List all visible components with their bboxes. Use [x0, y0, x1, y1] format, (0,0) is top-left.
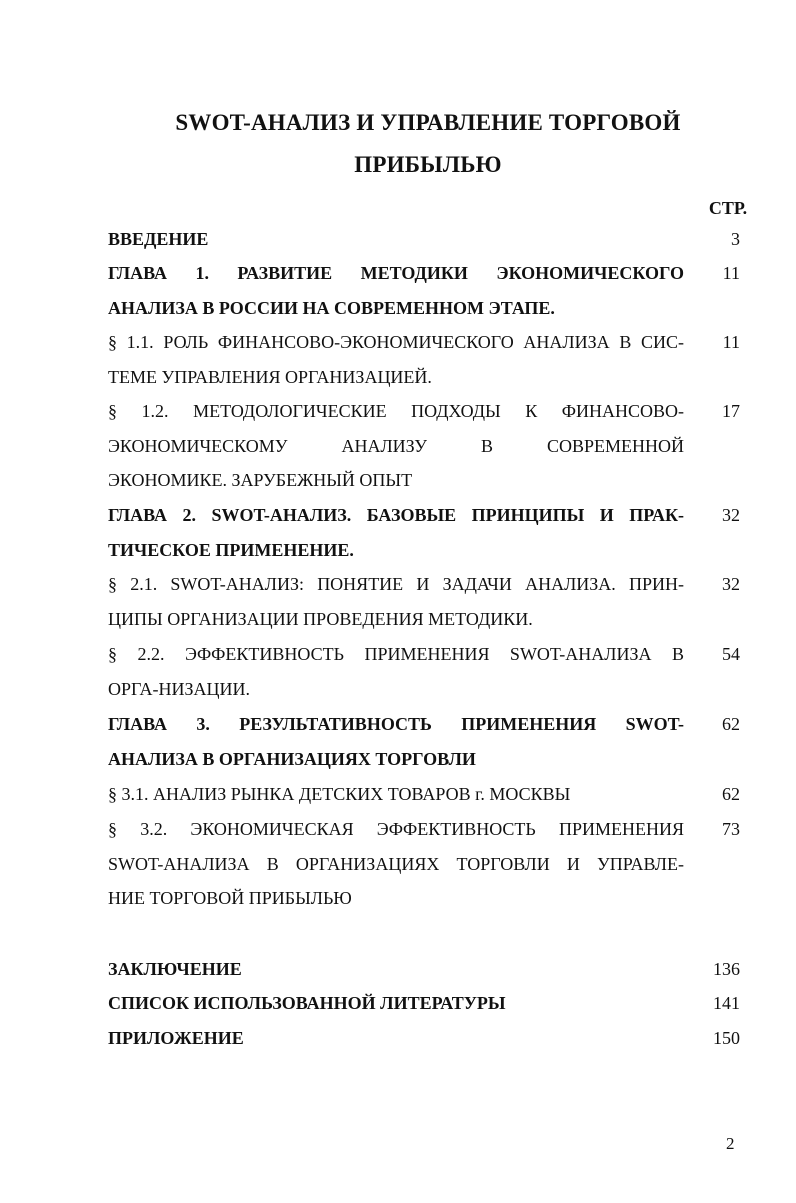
toc-entry-line: ЭКОНОМИЧЕСКОМУ АНАЛИЗУ В СОВРЕМЕННОЙ: [108, 435, 684, 456]
toc-entry-section-2-2[interactable]: [108, 637, 758, 706]
toc-entry-line: ЗАКЛЮЧЕНИЕ: [108, 959, 242, 979]
toc-page-number: 32: [722, 574, 740, 594]
toc-entry-conclusion[interactable]: [108, 952, 758, 987]
toc-page-number: 11: [722, 332, 740, 352]
toc-entry-section-3-1[interactable]: [108, 777, 758, 812]
toc-page-number: 17: [722, 401, 740, 421]
document-title-line-1: SWOT-АНАЛИЗ И УПРАВЛЕНИЕ ТОРГОВОЙ: [175, 110, 681, 135]
toc-entry-line: § 2.2. ЭФФЕКТИВНОСТЬ ПРИМЕНЕНИЯ SWOT-АНАЛИЗА В: [108, 644, 684, 664]
toc-page-number: 11: [722, 263, 740, 283]
toc-entry-chapter-2[interactable]: [108, 498, 758, 567]
toc-page-number: 62: [722, 784, 740, 804]
toc-entry-line: НИЕ ТОРГОВОЙ ПРИБЫЛЬЮ: [108, 888, 352, 908]
page-number: 2: [726, 1134, 735, 1153]
toc-page-number: 3: [731, 229, 740, 249]
toc-entry-line: СПИСОК ИСПОЛЬЗОВАННОЙ ЛИТЕРАТУРЫ: [108, 993, 506, 1013]
toc-entry-bibliography[interactable]: [108, 986, 758, 1021]
toc-entry-line: ВВЕДЕНИЕ: [108, 229, 209, 249]
toc-entry-appendix[interactable]: [108, 1021, 758, 1056]
toc-entry-line: ОРГА-НИЗАЦИИ.: [108, 678, 250, 699]
toc-entry-chapter-3[interactable]: [108, 707, 758, 776]
toc-page-number: 54: [722, 644, 740, 664]
toc-entry-line: АНАЛИЗА В ОРГАНИЗАЦИЯХ ТОРГОВЛИ: [108, 748, 476, 769]
toc-page-number: 73: [722, 819, 740, 839]
toc-entry-line: § 2.1. SWOT-АНАЛИЗ: ПОНЯТИЕ И ЗАДАЧИ АНАЛИЗА. ПРИН-: [108, 574, 684, 594]
toc-entry-section-3-2[interactable]: [108, 812, 758, 916]
toc-entry-chapter-1[interactable]: [108, 256, 758, 325]
toc-entry-line: § 3.2. ЭКОНОМИЧЕСКАЯ ЭФФЕКТИВНОСТЬ ПРИМЕНЕНИЯ: [108, 819, 684, 839]
toc-entry-introduction[interactable]: [108, 222, 758, 257]
toc-entry-line: § 3.1. АНАЛИЗ РЫНКА ДЕТСКИХ ТОВАРОВ г. МОСКВЫ: [108, 784, 571, 804]
toc-entry-line: ЭКОНОМИКЕ. ЗАРУБЕЖНЫЙ ОПЫТ: [108, 470, 413, 490]
toc-entry-line: АНАЛИЗА В РОССИИ НА СОВРЕМЕННОМ ЭТАПЕ.: [108, 297, 555, 318]
toc-entry-line: ГЛАВА 1. РАЗВИТИЕ МЕТОДИКИ ЭКОНОМИЧЕСКОГО: [108, 263, 684, 283]
toc-page-number: 32: [722, 505, 740, 525]
toc-entry-line: § 1.2. МЕТОДОЛОГИЧЕСКИЕ ПОДХОДЫ К ФИНАНСОВО-: [108, 401, 684, 421]
toc-entry-line: ТЕМЕ УПРАВЛЕНИЯ ОРГАНИЗАЦИЕЙ.: [108, 366, 432, 387]
toc-entry-section-1-2[interactable]: [108, 394, 758, 498]
toc-page-number: 62: [722, 714, 740, 734]
toc-entry-line: ГЛАВА 2. SWOT-АНАЛИЗ. БАЗОВЫЕ ПРИНЦИПЫ И ПРАК-: [108, 505, 684, 525]
toc-entry-line: ПРИЛОЖЕНИЕ: [108, 1028, 244, 1048]
toc-entry-section-2-1[interactable]: [108, 567, 758, 636]
toc-page-number: 150: [713, 1028, 740, 1048]
toc-entry-line: ГЛАВА 3. РЕЗУЛЬТАТИВНОСТЬ ПРИМЕНЕНИЯ SWOT-: [108, 714, 684, 734]
toc-entry-line: ЦИПЫ ОРГАНИЗАЦИИ ПРОВЕДЕНИЯ МЕТОДИКИ.: [108, 608, 533, 629]
toc-page-number: 141: [713, 993, 740, 1013]
toc-entry-line: SWOT-АНАЛИЗА В ОРГАНИЗАЦИЯХ ТОРГОВЛИ И УПРАВЛЕ-: [108, 853, 684, 874]
toc-entry-line: ТИЧЕСКОЕ ПРИМЕНЕНИЕ.: [108, 539, 354, 560]
document-title-line-2: ПРИБЫЛЬЮ: [354, 152, 502, 177]
page-column-label: СТР.: [708, 198, 748, 218]
toc-page-number: 136: [713, 959, 740, 979]
toc-entry-line: § 1.1. РОЛЬ ФИНАНСОВО-ЭКОНОМИЧЕСКОГО АНАЛИЗА В СИС-: [108, 332, 684, 352]
toc-entry-section-1-1[interactable]: [108, 325, 758, 394]
